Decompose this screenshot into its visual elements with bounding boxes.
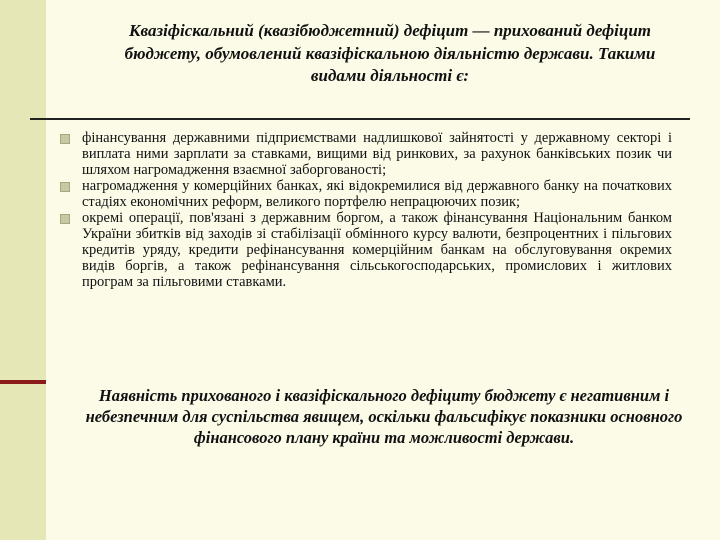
- list-item: [60, 210, 672, 290]
- left-band-accent-line: [0, 380, 46, 384]
- square-bullet-icon: [60, 134, 70, 144]
- bullet-list: [60, 130, 672, 290]
- slide-title: Квазіфіскальний (квазібюджетний) дефіцит — прихований дефіцит бюджету, обумовлений квазіфіскальною діяльністю держави. Такими видами діяльності є:: [124, 21, 656, 85]
- list-item: [60, 178, 672, 210]
- list-item: [60, 130, 672, 178]
- bullet-text: фінансування державними підприємствами надлишкової зайнятості у державному секторі і виплата ними зарплати за ставками, вищими від ринкових, за рахунок банківських позик чи шляхом нагромадження взаємної заборгованості;: [82, 130, 672, 178]
- title-divider: [30, 118, 690, 120]
- bullet-text: окремі операції, пов'язані з державним боргом, а також фінансування Національним банком України збитків від заходів зі стабілізації обмінного курсу валюти, безпроцентних і пільгових кредитів уряду, кредити рефінансування комерційним банкам на обслуговування окремих видів боргів, а також рефінансування сільськогосподарських, промислових і житлових програм за пільговими ставками.: [82, 210, 672, 290]
- bullet-text: нагромадження у комерційних банках, які відокремилися від державного банку на початкових стадіях економічних реформ, великого портфелю непрацюючих позик;: [82, 178, 672, 210]
- square-bullet-icon: [60, 214, 70, 224]
- square-bullet-icon: [60, 182, 70, 192]
- conclusion-text: Наявність прихованого і квазіфіскального дефіциту бюджету є негативним і небезпечним для суспільства явищем, оскільки фальсифікує показники основного фінансового плану країни та можливості держави.: [85, 386, 683, 447]
- left-decorative-band: [0, 0, 46, 540]
